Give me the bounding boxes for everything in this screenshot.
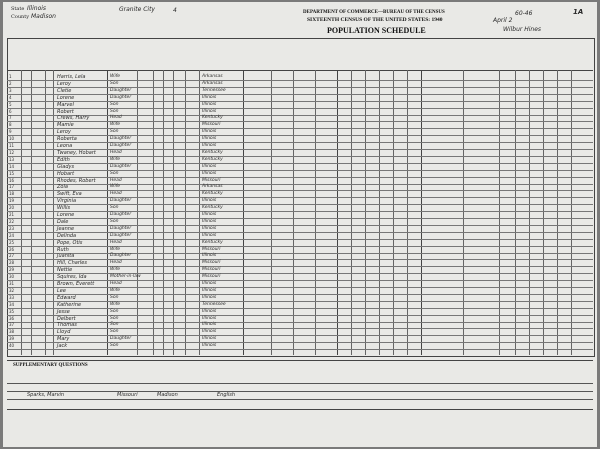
person-name: Roberta	[57, 136, 77, 142]
header-rule	[7, 70, 593, 71]
row-rule	[7, 94, 593, 95]
person-name: Lee	[57, 288, 66, 294]
col-rule	[379, 70, 380, 355]
birthplace: Illinois	[202, 95, 217, 100]
row-number: 12	[9, 150, 15, 155]
row-rule	[7, 80, 593, 81]
ed-value: 60-46	[515, 10, 533, 17]
dept-title: DEPARTMENT OF COMMERCE—BUREAU OF THE CENSUS	[303, 10, 445, 15]
person-name: Jack	[57, 343, 68, 349]
birthplace: Arkansas	[202, 81, 223, 86]
supp-rule	[7, 399, 593, 400]
birthplace: Illinois	[202, 129, 217, 134]
row-rule	[7, 342, 593, 343]
row-rule	[7, 156, 593, 157]
row-number: 24	[9, 233, 15, 238]
birthplace: Missouri	[202, 122, 221, 127]
relationship: Mother-in-law	[110, 274, 141, 279]
col-rule	[153, 70, 154, 355]
col-rule	[571, 70, 572, 355]
relationship: Wife	[110, 74, 121, 79]
birthplace: Kentucky	[202, 115, 223, 120]
person-name: Robert	[57, 109, 74, 115]
row-number: 20	[9, 205, 15, 210]
relationship: Son	[110, 81, 119, 86]
birthplace: Missouri	[202, 260, 221, 265]
birthplace: Illinois	[202, 295, 217, 300]
birthplace: Illinois	[202, 288, 217, 293]
relationship: Son	[110, 129, 119, 134]
birthplace: Illinois	[202, 171, 217, 176]
row-number: 5	[9, 102, 12, 107]
person-name: Leroy	[57, 81, 71, 87]
census-sheet	[3, 2, 597, 447]
person-name: Pope, Otis	[57, 240, 83, 246]
row-rule	[7, 294, 593, 295]
col-rule	[351, 70, 352, 355]
col-rule	[137, 70, 138, 355]
ward-value: 4	[173, 7, 177, 14]
person-name: Delinda	[57, 233, 77, 239]
person-name: Juanita	[57, 253, 75, 259]
row-number: 1	[9, 74, 12, 79]
row-rule	[7, 335, 593, 336]
row-rule	[7, 170, 593, 171]
supp-name: Sparks, Marvin	[27, 392, 65, 398]
person-name: Edward	[57, 295, 76, 301]
birthplace: Illinois	[202, 336, 217, 341]
relationship: Daughter	[110, 136, 132, 141]
county-label: County	[11, 14, 30, 20]
relationship: Daughter	[110, 164, 132, 169]
col-rule	[173, 70, 174, 355]
relationship: Head	[110, 240, 122, 245]
birthplace: Kentucky	[202, 240, 223, 245]
person-name: Edith	[57, 157, 70, 163]
relationship: Head	[110, 115, 122, 120]
row-rule	[7, 253, 593, 254]
row-rule	[7, 101, 593, 102]
row-number: 3	[9, 88, 12, 93]
row-rule	[7, 184, 593, 185]
birthplace: Arkansas	[202, 184, 223, 189]
sheet-number: 1A	[573, 8, 584, 16]
row-rule	[7, 87, 593, 88]
birthplace: Kentucky	[202, 157, 223, 162]
supp-lang: English	[217, 392, 236, 398]
row-number: 19	[9, 198, 15, 203]
col-rule	[463, 70, 464, 355]
person-name: Zola	[57, 184, 68, 190]
supp-rule	[7, 383, 593, 384]
col-rule	[243, 70, 244, 355]
relationship: Daughter	[110, 212, 132, 217]
relationship: Head	[110, 260, 122, 265]
birthplace: Kentucky	[202, 191, 223, 196]
birthplace: Illinois	[202, 198, 217, 203]
person-name: Harris, Lela	[57, 74, 86, 80]
row-rule	[7, 128, 593, 129]
relationship: Head	[110, 178, 122, 183]
birthplace: Illinois	[202, 233, 217, 238]
supplementary-section	[7, 360, 593, 445]
relationship: Daughter	[110, 198, 132, 203]
col-rule	[271, 70, 272, 355]
row-number: 33	[9, 295, 15, 300]
col-rule	[421, 70, 422, 355]
relationship: Son	[110, 171, 119, 176]
person-name: Brown, Everett	[57, 281, 95, 287]
birthplace: Illinois	[202, 212, 217, 217]
relationship: Son	[110, 343, 119, 348]
relationship: Head	[110, 281, 122, 286]
birthplace: Tennessee	[202, 302, 226, 307]
birthplace: Kentucky	[202, 205, 223, 210]
birthplace: Arkansas	[202, 74, 223, 79]
relationship: Son	[110, 329, 119, 334]
row-number: 40	[9, 343, 15, 348]
person-name: Leroy	[57, 129, 71, 135]
col-rule	[53, 70, 54, 355]
birthplace: Illinois	[202, 136, 217, 141]
person-name: Virginia	[57, 198, 77, 204]
row-rule	[7, 108, 593, 109]
row-rule	[7, 225, 593, 226]
person-name: Rhodes, Robert	[57, 178, 96, 184]
row-rule	[7, 142, 593, 143]
person-name: Nettie	[57, 267, 73, 273]
row-rule	[7, 266, 593, 267]
supp-place2: Madison	[157, 392, 178, 398]
col-rule	[107, 70, 108, 355]
relationship: Head	[110, 150, 122, 155]
row-number: 29	[9, 267, 15, 272]
col-rule	[515, 70, 516, 355]
person-name: Swift, Eva	[57, 191, 82, 197]
row-number: 4	[9, 95, 12, 100]
row-number: 10	[9, 136, 15, 141]
person-name: Crews, Harry	[57, 115, 90, 121]
person-name: Mary	[57, 336, 70, 342]
row-number: 6	[9, 109, 12, 114]
person-name: Twaney, Hobart	[57, 150, 96, 156]
relationship: Wife	[110, 122, 121, 127]
relationship: Daughter	[110, 253, 132, 258]
row-number: 17	[9, 184, 15, 189]
place-value: Granite City	[119, 6, 155, 13]
row-rule	[7, 322, 593, 323]
row-number: 21	[9, 212, 15, 217]
relationship: Son	[110, 322, 119, 327]
person-name: Hobart	[57, 171, 75, 177]
birthplace: Illinois	[202, 309, 217, 314]
col-rule	[557, 70, 558, 355]
person-name: Katherine	[57, 302, 82, 308]
row-number: 38	[9, 329, 15, 334]
row-number: 7	[9, 115, 12, 120]
col-rule	[365, 70, 366, 355]
person-name: Willis	[57, 205, 71, 211]
birthplace: Missouri	[202, 274, 221, 279]
relationship: Son	[110, 219, 119, 224]
row-number: 22	[9, 219, 15, 224]
birthplace: Illinois	[202, 343, 217, 348]
birthplace: Illinois	[202, 322, 217, 327]
person-name: Lloyd	[57, 329, 71, 335]
birthplace: Illinois	[202, 281, 217, 286]
row-number: 18	[9, 191, 15, 196]
relationship: Head	[110, 191, 122, 196]
row-number: 39	[9, 336, 15, 341]
relationship: Son	[110, 205, 119, 210]
birthplace: Illinois	[202, 226, 217, 231]
relationship: Son	[110, 316, 119, 321]
county-value: Madison	[31, 13, 56, 20]
birthplace: Missouri	[202, 178, 221, 183]
row-rule	[7, 204, 593, 205]
row-number: 30	[9, 274, 15, 279]
person-name: Delbert	[57, 316, 76, 322]
birthplace: Illinois	[202, 253, 217, 258]
row-rule	[7, 301, 593, 302]
birthplace: Illinois	[202, 102, 217, 107]
relationship: Daughter	[110, 143, 132, 148]
row-rule	[7, 115, 593, 116]
row-rule	[7, 308, 593, 309]
row-number: 37	[9, 322, 15, 327]
birthplace: Illinois	[202, 316, 217, 321]
person-name: Leona	[57, 143, 73, 149]
row-rule	[7, 163, 593, 164]
person-name: Dale	[57, 219, 69, 225]
col-rule	[31, 70, 32, 355]
birthplace: Illinois	[202, 143, 217, 148]
col-rule	[543, 70, 544, 355]
census-title: SIXTEENTH CENSUS OF THE UNITED STATES: 1940	[307, 17, 443, 23]
person-name: Gladys	[57, 164, 75, 170]
col-rule	[499, 70, 500, 355]
person-name: Ruth	[57, 247, 69, 253]
row-number: 25	[9, 240, 15, 245]
row-number: 31	[9, 281, 15, 286]
birthplace: Illinois	[202, 219, 217, 224]
col-rule	[407, 70, 408, 355]
person-name: Lorene	[57, 95, 75, 101]
row-number: 27	[9, 253, 15, 258]
relationship: Wife	[110, 288, 121, 293]
row-number: 16	[9, 178, 15, 183]
row-rule	[7, 121, 593, 122]
person-name: Mamie	[57, 122, 74, 128]
col-rule	[529, 70, 530, 355]
schedule-title: POPULATION SCHEDULE	[327, 26, 426, 35]
birthplace: Illinois	[202, 329, 217, 334]
row-rule	[7, 259, 593, 260]
relationship: Son	[110, 109, 119, 114]
row-rule	[7, 273, 593, 274]
row-rule	[7, 211, 593, 212]
birthplace: Illinois	[202, 109, 217, 114]
row-rule	[7, 197, 593, 198]
relationship: Daughter	[110, 88, 132, 93]
relationship: Daughter	[110, 95, 132, 100]
birthplace: Kentucky	[202, 150, 223, 155]
person-name: Lorene	[57, 212, 75, 218]
row-rule	[7, 287, 593, 288]
state-value: Illinois	[27, 5, 47, 12]
person-name: Marvel	[57, 102, 74, 108]
row-rule	[7, 232, 593, 233]
row-rule	[7, 315, 593, 316]
row-rule	[7, 190, 593, 191]
row-rule	[7, 328, 593, 329]
state-label: State	[11, 6, 25, 12]
relationship: Son	[110, 102, 119, 107]
relationship: Wife	[110, 157, 121, 162]
col-rule	[45, 70, 46, 355]
row-number: 23	[9, 226, 15, 231]
row-rule	[7, 349, 593, 350]
birthplace: Illinois	[202, 164, 217, 169]
row-number: 11	[9, 143, 15, 148]
row-rule	[7, 280, 593, 281]
enumerator-name: Wilbur Hines	[503, 26, 542, 33]
birthplace: Missouri	[202, 267, 221, 272]
col-rule	[185, 70, 186, 355]
relationship: Wife	[110, 247, 121, 252]
supp-place: Missouri	[117, 392, 138, 398]
birthplace: Missouri	[202, 247, 221, 252]
row-number: 8	[9, 122, 12, 127]
person-name: Jesse	[57, 309, 70, 315]
supp-rule	[7, 409, 593, 410]
row-rule	[7, 239, 593, 240]
row-number: 28	[9, 260, 15, 265]
row-number: 15	[9, 171, 15, 176]
relationship: Wife	[110, 267, 121, 272]
col-rule	[315, 70, 316, 355]
row-number: 34	[9, 302, 15, 307]
row-number: 13	[9, 157, 15, 162]
person-name: Squires, Ida	[57, 274, 87, 280]
row-number: 9	[9, 129, 12, 134]
relationship: Wife	[110, 184, 121, 189]
birthplace: Tennessee	[202, 88, 226, 93]
col-rule	[393, 70, 394, 355]
row-number: 2	[9, 81, 12, 86]
relationship: Son	[110, 295, 119, 300]
col-rule	[163, 70, 164, 355]
relationship: Daughter	[110, 226, 132, 231]
row-rule	[7, 218, 593, 219]
person-name: Hill, Charles	[57, 260, 87, 266]
person-name: Thomas	[57, 322, 77, 328]
row-number: 14	[9, 164, 15, 169]
person-name: Jeanne	[57, 226, 75, 232]
row-rule	[7, 246, 593, 247]
row-rule	[7, 135, 593, 136]
col-rule	[293, 70, 294, 355]
relationship: Wife	[110, 302, 121, 307]
col-rule	[199, 70, 200, 355]
row-number: 32	[9, 288, 15, 293]
row-number: 26	[9, 247, 15, 252]
person-name: Cletie	[57, 88, 72, 94]
row-number: 36	[9, 316, 15, 321]
enumeration-date: April 2	[493, 17, 513, 24]
supp-rule	[7, 391, 593, 392]
supplementary-title: SUPPLEMENTARY QUESTIONS	[13, 363, 88, 368]
row-number: 35	[9, 309, 15, 314]
col-rule	[337, 70, 338, 355]
col-rule	[21, 70, 22, 355]
relationship: Daughter	[110, 233, 132, 238]
relationship: Daughter	[110, 336, 132, 341]
relationship: Son	[110, 309, 119, 314]
